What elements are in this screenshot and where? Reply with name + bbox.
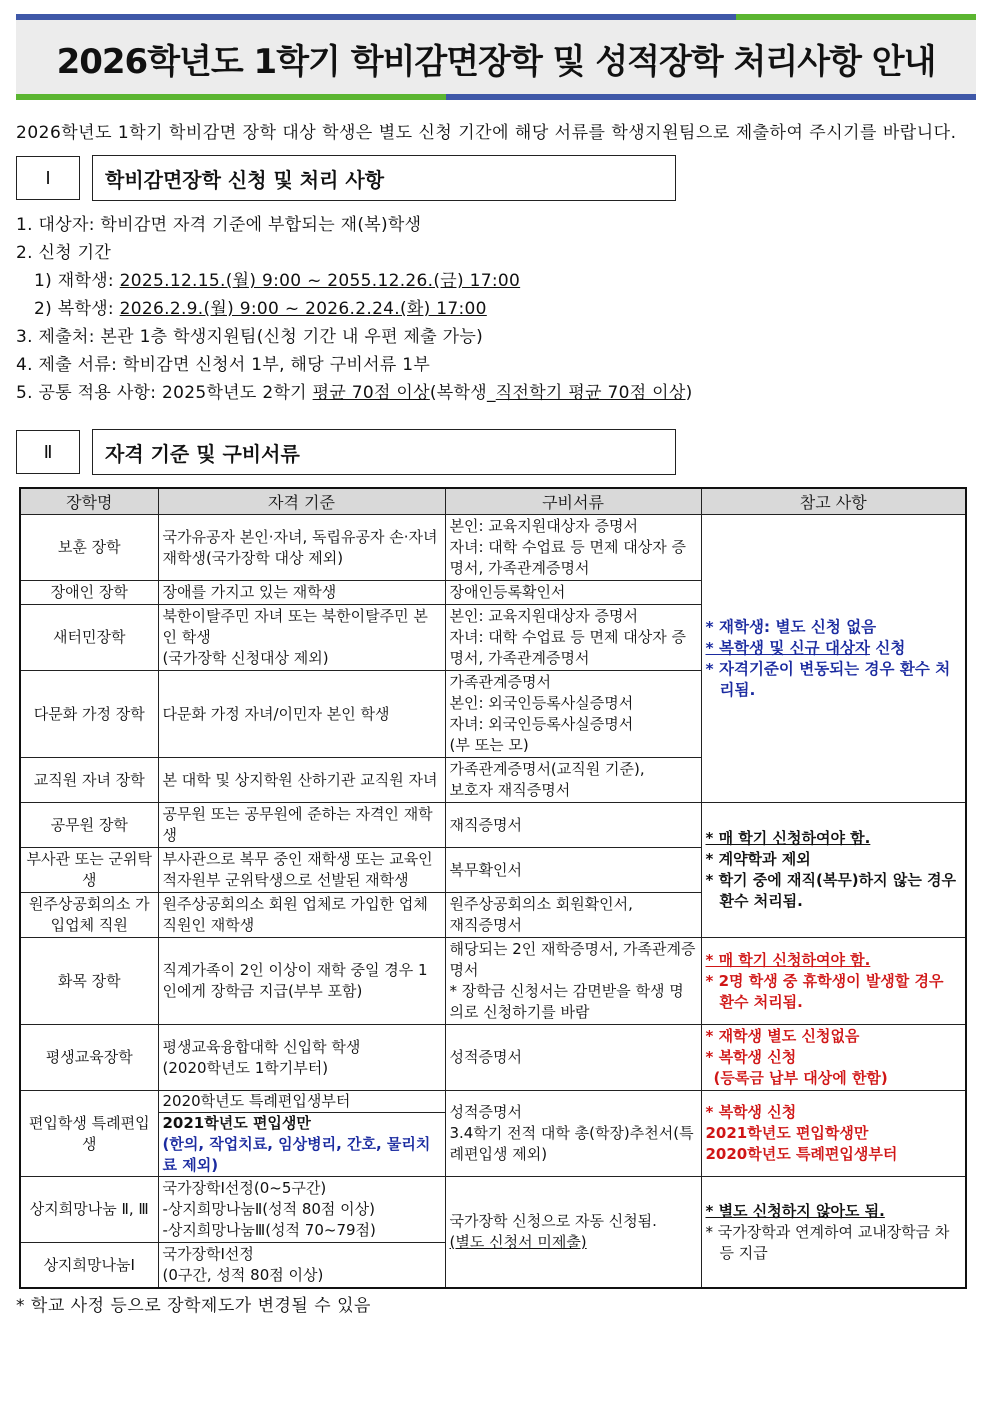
criteria-cell: 본 대학 및 상지학원 산하기관 교직원 자녀 xyxy=(158,758,445,803)
docs-cell: 본인: 교육지원대상자 증명서 자녀: 대학 수업료 등 면제 대상자 증명서, 가족관계증명서 xyxy=(445,605,701,671)
scholarship-name: 새터민장학 xyxy=(20,605,158,671)
criteria-cell: 북한이탈주민 자녀 또는 북한이탈주민 본인 학생 (국가장학 신청대상 제외) xyxy=(158,605,445,671)
note-cell: * 재학생: 별도 신청 없음 * 복학생 및 신규 대상자 신청 * 자격기준이 변동되는 경우 환수 처리됨. xyxy=(701,515,966,803)
criteria-cell: 다문화 가정 자녀/이민자 본인 학생 xyxy=(158,671,445,758)
docs-cell: 가족관계증명서(교직원 기준), 보호자 재직증명서 xyxy=(445,758,701,803)
col-header: 장학명 xyxy=(20,488,158,515)
scholarship-table xyxy=(19,487,967,1289)
list-item: 2. 신청 기간 xyxy=(16,243,112,263)
col-header: 구비서류 xyxy=(445,488,701,515)
col-header: 자격 기준 xyxy=(158,488,445,515)
section2-header xyxy=(16,429,976,475)
list-item: 3. 제출처: 본관 1층 학생지원팀(신청 기간 내 우편 제출 가능) xyxy=(16,327,484,347)
section1-header xyxy=(16,155,976,201)
docs-cell: 복무확인서 xyxy=(445,848,701,893)
docs-cell: 성적증명서 3.4학기 전적 대학 총(학장)추천서(특례편입생 제외) xyxy=(445,1091,701,1177)
table-row xyxy=(20,1091,966,1177)
docs-cell: 가족관계증명서 본인: 외국인등록사실증명서 자녀: 외국인등록사실증명서 (부 또는 모) xyxy=(445,671,701,758)
scholarship-name: 장애인 장학 xyxy=(20,581,158,605)
criteria-cell: 직계가족이 2인 이상이 재학 중일 경우 1인에게 장학금 지급(부부 포함) xyxy=(158,938,445,1025)
criteria-cell: 국가장학Ⅰ선정 (0구간, 성적 80점 이상) xyxy=(158,1243,445,1289)
note-cell: * 복학생 신청 2021학년도 편입학생만 2020학년도 특례편입생부터 xyxy=(701,1091,966,1177)
section1-list xyxy=(16,211,976,407)
criteria-cell: 부사관으로 복무 중인 재학생 또는 교육인적자원부 군위탁생으로 선발된 재학생 xyxy=(158,848,445,893)
intro-text: 2026학년도 1학기 학비감면 장학 대상 학생은 별도 신청 기간에 해당 서류를 학생지원팀으로 제출하여 주시기를 바랍니다. xyxy=(16,123,957,143)
section2-heading: 자격 기준 및 구비서류 xyxy=(92,429,676,475)
note-cell: * 매 학기 신청하여야 함. * 2명 학생 중 휴학생이 발생할 경우 환수 처리됨. xyxy=(701,938,966,1025)
criteria-cell: 2020학년도 특례편입생부터 2021학년도 편입생만 (한의, 작업치료, 임상병리, 간호, 물리치료 제외) xyxy=(158,1091,445,1177)
table-row xyxy=(20,1177,966,1243)
section1-heading: 학비감면장학 신청 및 처리 사항 xyxy=(92,155,676,201)
list-item: 4. 제출 서류: 학비감면 신청서 1부, 해당 구비서류 1부 xyxy=(16,355,431,375)
title-bottom-bar xyxy=(16,94,976,100)
page xyxy=(16,14,976,1316)
scholarship-name: 상지희망나눔Ⅰ xyxy=(20,1243,158,1289)
title-banner xyxy=(16,14,976,100)
list-item: 5. 공통 적용 사항: 2025학년도 2학기 평균 70점 이상(복학생_직전학기 평균 70점 이상) xyxy=(16,383,693,403)
note-cell: * 별도 신청하지 않아도 됨. * 국가장학과 연계하여 교내장학금 차등 지급 xyxy=(701,1177,966,1289)
scholarship-name: 다문화 가정 장학 xyxy=(20,671,158,758)
scholarship-name: 평생교육장학 xyxy=(20,1025,158,1091)
section1-number: Ⅰ xyxy=(16,156,80,200)
scholarship-name: 공무원 장학 xyxy=(20,803,158,848)
criteria-cell: 공무원 또는 공무원에 준하는 자격인 재학생 xyxy=(158,803,445,848)
criteria-cell: 평생교육융합대학 신입학 학생 (2020학년도 1학기부터) xyxy=(158,1025,445,1091)
list-item: 1) 재학생: 2025.12.15.(월) 9:00 ~ 2055.12.26.(금) 17:00 xyxy=(34,271,521,291)
table-row xyxy=(20,1025,966,1091)
docs-cell: 원주상공회의소 회원확인서, 재직증명서 xyxy=(445,893,701,938)
note-cell: * 매 학기 신청하여야 함. * 계약학과 제외 * 학기 중에 재직(복무)하지 않는 경우 환수 처리됨. xyxy=(701,803,966,938)
scholarship-name: 보훈 장학 xyxy=(20,515,158,581)
list-item: 1. 대상자: 학비감면 자격 기준에 부합되는 재(복)학생 xyxy=(16,215,422,235)
footnote: * 학교 사정 등으로 장학제도가 변경될 수 있음 xyxy=(16,1296,371,1316)
docs-cell: 국가장학 신청으로 자동 신청됨. (별도 신청서 미제출) xyxy=(445,1177,701,1289)
docs-cell: 해당되는 2인 재학증명서, 가족관계증명서 * 장학금 신청서는 감면받을 학생 명의로 신청하기를 바람 xyxy=(445,938,701,1025)
section2-number: Ⅱ xyxy=(16,430,80,474)
criteria-cell: 국가유공자 본인·자녀, 독립유공자 손·자녀 재학생(국가장학 대상 제외) xyxy=(158,515,445,581)
scholarship-name: 원주상공회의소 가입업체 직원 xyxy=(20,893,158,938)
col-header: 참고 사항 xyxy=(701,488,966,515)
scholarship-name: 부사관 또는 군위탁생 xyxy=(20,848,158,893)
docs-cell: 본인: 교육지원대상자 증명서 자녀: 대학 수업료 등 면제 대상자 증명서, 가족관계증명서 xyxy=(445,515,701,581)
page-title: 2026학년도 1학기 학비감면장학 및 성적장학 처리사항 안내 xyxy=(56,42,936,82)
docs-cell: 재직증명서 xyxy=(445,803,701,848)
note-cell: * 재학생 별도 신청없음 * 복학생 신청 (등록금 납부 대상에 한함) xyxy=(701,1025,966,1091)
scholarship-name: 교직원 자녀 장학 xyxy=(20,758,158,803)
title-top-bar xyxy=(16,14,976,20)
criteria-cell: 장애를 가지고 있는 재학생 xyxy=(158,581,445,605)
criteria-cell: 국가장학Ⅰ선정(0~5구간) -상지희망나눔Ⅱ(성적 80점 이상) -상지희망나눔Ⅲ(성적 70~79점) xyxy=(158,1177,445,1243)
scholarship-name: 상지희망나눔 Ⅱ, Ⅲ xyxy=(20,1177,158,1243)
table-row xyxy=(20,515,966,581)
scholarship-name: 화목 장학 xyxy=(20,938,158,1025)
docs-cell: 성적증명서 xyxy=(445,1025,701,1091)
table-row xyxy=(20,803,966,848)
table-row xyxy=(20,938,966,1025)
criteria-cell: 원주상공회의소 회원 업체로 가입한 업체 직원인 재학생 xyxy=(158,893,445,938)
list-item: 2) 복학생: 2026.2.9.(월) 9:00 ~ 2026.2.24.(화) 17:00 xyxy=(34,299,487,319)
table-header-row xyxy=(20,488,966,515)
docs-cell: 장애인등록확인서 xyxy=(445,581,701,605)
scholarship-name: 편입학생 특례편입생 xyxy=(20,1091,158,1177)
